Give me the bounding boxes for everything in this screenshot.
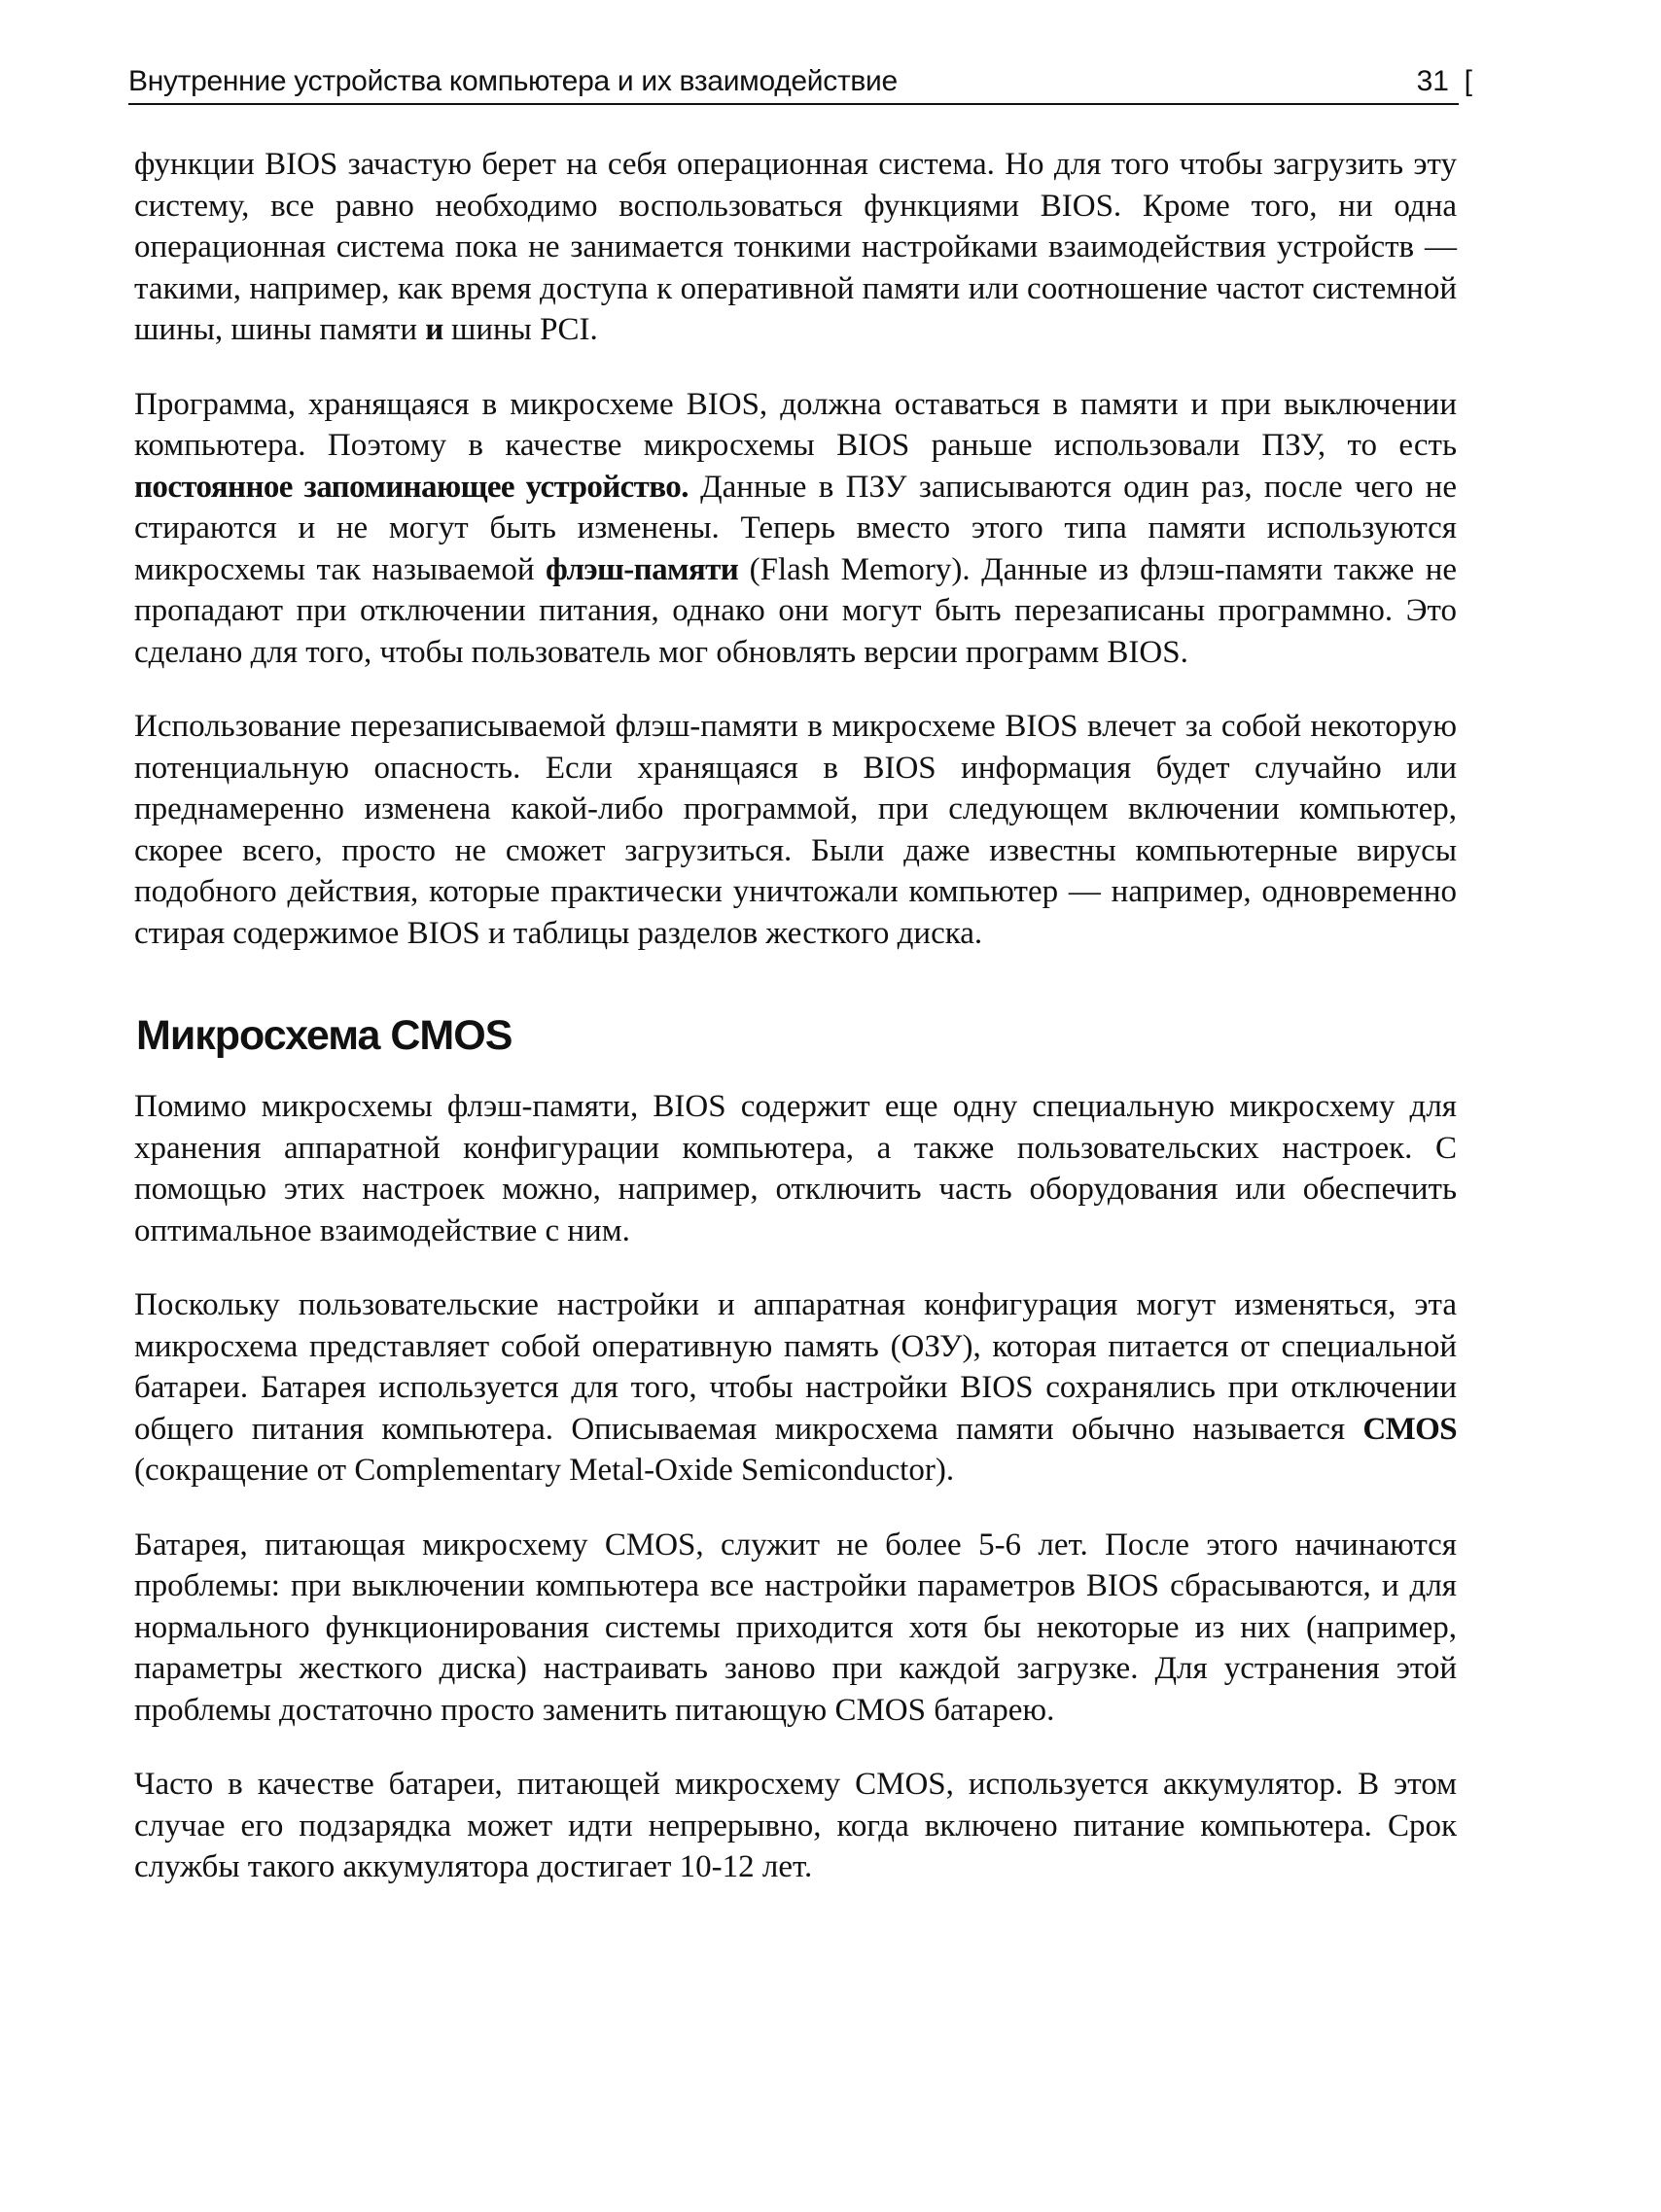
paragraph-text: Поскольку пользовательские настройки и аппаратная конфигурация могут изменяться, эта микросхема представляет собой оперативную память (ОЗУ), которая питается от специальной батареи. Батарея используется для того, чтобы настройки BIOS сохранялись при отключении общего питания компьютера. Описываемая микросхема памяти обычно называется xyxy=(134,1287,1457,1447)
bold-term-cmos: CMOS xyxy=(1362,1411,1457,1447)
page-bracket: [ xyxy=(1464,65,1472,97)
running-title: Внутренние устройства компьютера и их взаимодействие xyxy=(128,65,898,97)
paragraph-text: Помимо микросхемы флэш-памяти, BIOS содержит еще одну специальную микросхему для хранения аппаратной конфигурации компьютера, а также пользовательских настроек. С помощью этих настроек можно, например, отключить часть оборудования или обеспечить оптимальное взаимодействие с ним. xyxy=(134,1089,1457,1248)
body-text xyxy=(134,144,1457,1921)
paragraph-cmos-intro xyxy=(134,1086,1457,1251)
page-number: 31 xyxy=(1416,65,1449,97)
paragraph-flash-risk xyxy=(134,706,1457,954)
paragraph-text: Батарея, питающая микросхему CMOS, служит не более 5-6 лет. После этого начинаются проблемы: при выключении компьютера все настройки параметров BIOS сбрасываются, и для нормального функционирования системы приходится хотя бы некоторые из них (например, параметры жесткого диска) настраивать заново при каждой загрузке. Для устранения этой проблемы достаточно просто заменить питающую CMOS батарею. xyxy=(134,1527,1457,1728)
paragraph-battery-life xyxy=(134,1525,1457,1732)
paragraph-text: (Flash Memory). Данные из флэш-памяти также не пропадают при отключении питания, однако они могут быть перезаписаны программно. Это сделано для того, чтобы пользователь мог обновлять версии программ BIOS. xyxy=(134,551,1457,670)
paragraph-text: (сокращение от Complementary Metal-Oxide Semiconductor). xyxy=(134,1453,955,1488)
paragraph-text: Использование перезаписываемой флэш-памяти в микросхеме BIOS влечет за собой некоторую потенциальную опасность. Если хранящаяся в BIOS информация будет случайно или преднамеренно изменена какой-либо программой, при следующем включении компьютер, скорее всего, просто не сможет загрузиться. Были даже известны компьютерные вирусы подобного действия, которые практически уничтожали компьютер — например, одновременно стирая содержимое BIOS и таблицы разделов жесткого диска. xyxy=(134,709,1457,951)
paragraph-cmos-ram xyxy=(134,1284,1457,1492)
paragraph-accumulator xyxy=(134,1764,1457,1888)
running-header xyxy=(128,60,1472,105)
paragraph-bios-os xyxy=(134,144,1457,351)
paragraph-text: Программа, хранящаяся в микросхеме BIOS, должна оставаться в памяти и при выключении компьютера. Поэтому в качестве микросхемы BIOS раньше использовали ПЗУ, то есть xyxy=(134,386,1457,463)
paragraph-text: Данные в ПЗУ записываются один раз, после чего не стираются и не могут быть изменены. Теперь вместо этого типа памяти используются микросхемы так называемой xyxy=(134,469,1457,587)
bold-term-flash: флэш-памяти xyxy=(546,551,739,587)
paragraph-text: шины PCI. xyxy=(442,312,598,347)
bold-term-rom: постоянное запоминающее устройство. xyxy=(134,469,689,505)
paragraph-text: функции BIOS зачастую берет на себя операционная система. Но для того чтобы загрузить эту систему, все равно необходимо воспользоваться функциями BIOS. Кроме того, ни одна операционная система пока не занимается тонкими настройками взаимодействия устройств — такими, например, как время доступа к оперативной памяти или соотношение частот системной шины, шины памяти xyxy=(134,147,1457,347)
paragraph-bios-memory xyxy=(134,384,1457,674)
bold-term: и xyxy=(425,312,443,347)
section-heading: Микросхема CMOS xyxy=(136,1012,512,1059)
paragraph-text: Часто в качестве батареи, питающей микросхему CMOS, используется аккумулятор. В этом случае его подзарядка может идти непрерывно, когда включено питание компьютера. Срок службы такого аккумулятора достигает 10-12 лет. xyxy=(134,1767,1457,1884)
